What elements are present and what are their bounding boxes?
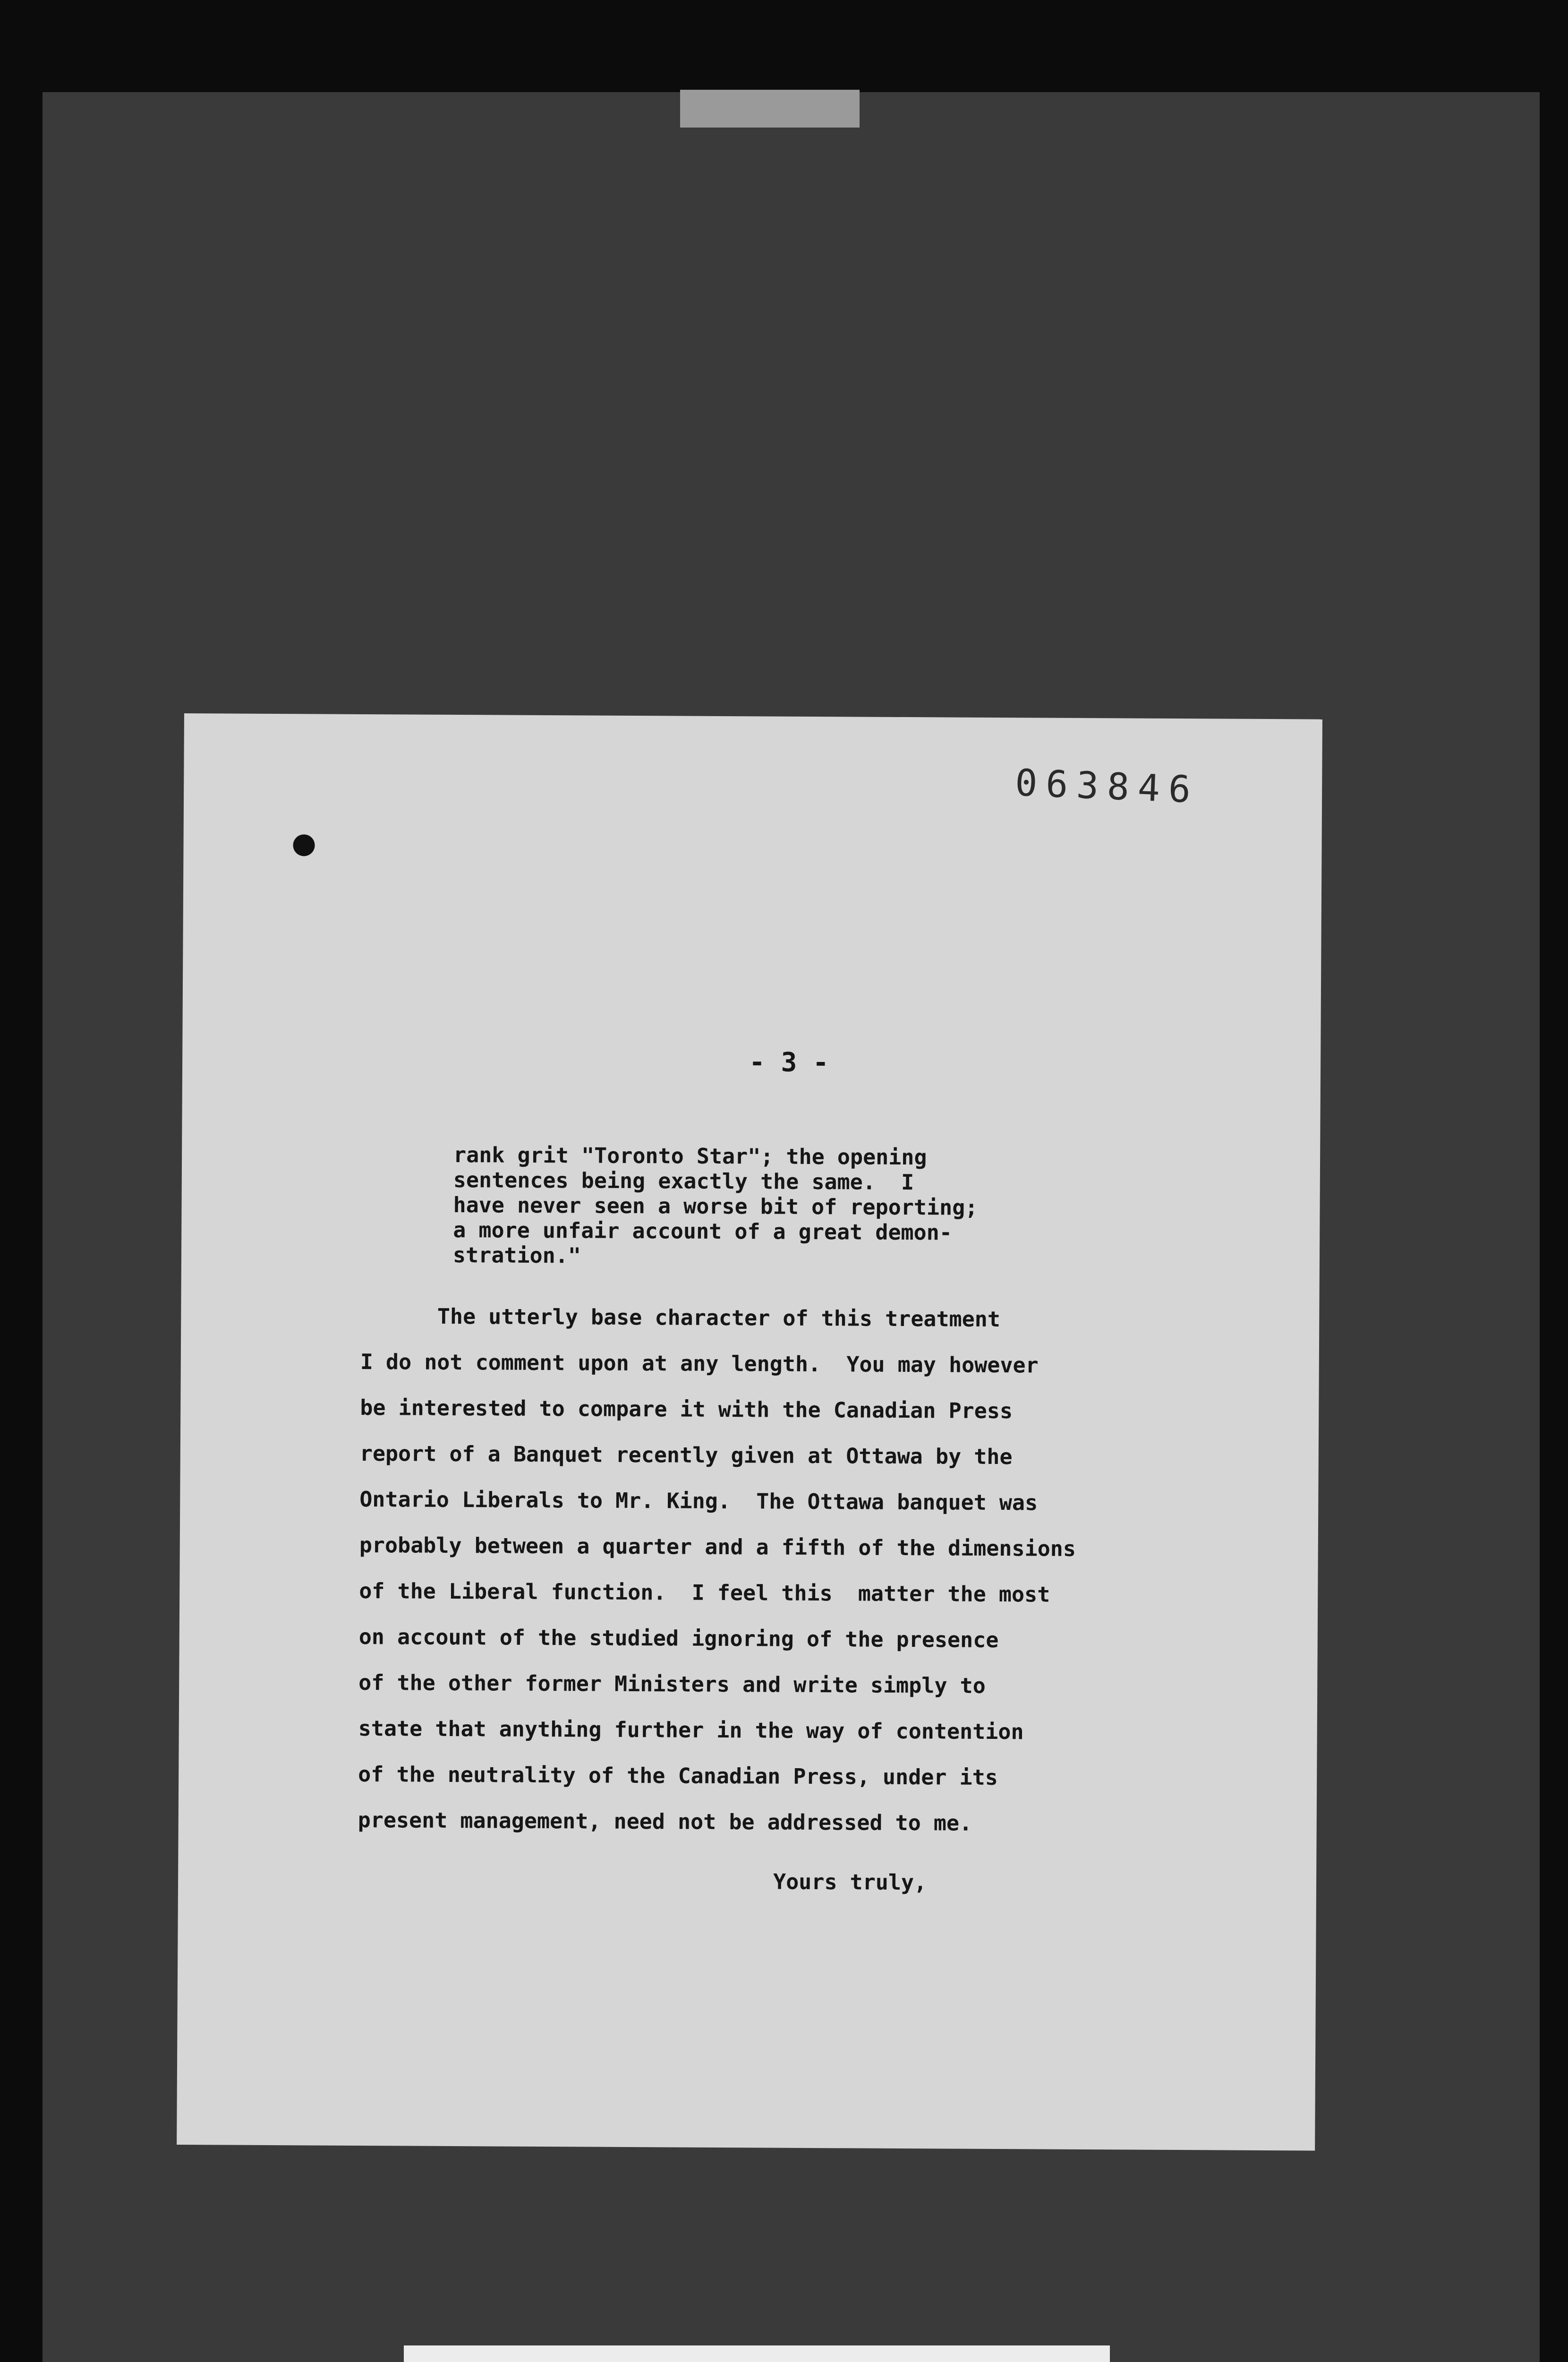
letter-signoff: Yours truly, [773,1869,927,1895]
document-reference-number: 063846 [1014,762,1200,812]
body-line: be interested to compare it with the Canadian Press [360,1395,1013,1424]
body-line: of the Liberal function. I feel this matter the most [359,1578,1050,1607]
body-line: of the neutrality of the Canadian Press, under its [358,1761,998,1790]
body-line: of the other former Ministers and write simply to [358,1669,986,1698]
letter-page [177,713,1322,2151]
body-line: I do not comment upon at any length. You may however [360,1349,1039,1378]
body-line: present management, need not be addressed to me. [358,1807,972,1836]
quoted-passage [453,1142,1162,1271]
body-line: report of a Banquet recently given at Ottawa by the [359,1440,1013,1470]
body-line: state that anything further in the way of contention [358,1715,1024,1745]
body-line: probably between a quarter and a fifth of the dimensions [359,1532,1076,1561]
body-line: on account of the studied ignoring of the presence [358,1624,999,1653]
body-line: Ontario Liberals to Mr. King. The Ottawa banquet was [359,1486,1038,1515]
series-label-strip [404,2345,1110,2362]
letter-body [358,1293,1210,1847]
page-number: - 3 - [749,1047,829,1078]
tape-strip [680,90,860,128]
body-line: The utterly base character of this treatment [360,1303,1001,1332]
quote-line: rank grit "Toronto Star"; the opening [453,1142,927,1170]
quote-line: sentences being exactly the same. I [453,1167,914,1195]
quote-line: have never seen a worse bit of reporting; [453,1192,978,1220]
quote-line: stration." [452,1242,581,1268]
quote-line: a more unfair account of a great demon- [453,1217,953,1245]
punch-hole [293,834,315,856]
